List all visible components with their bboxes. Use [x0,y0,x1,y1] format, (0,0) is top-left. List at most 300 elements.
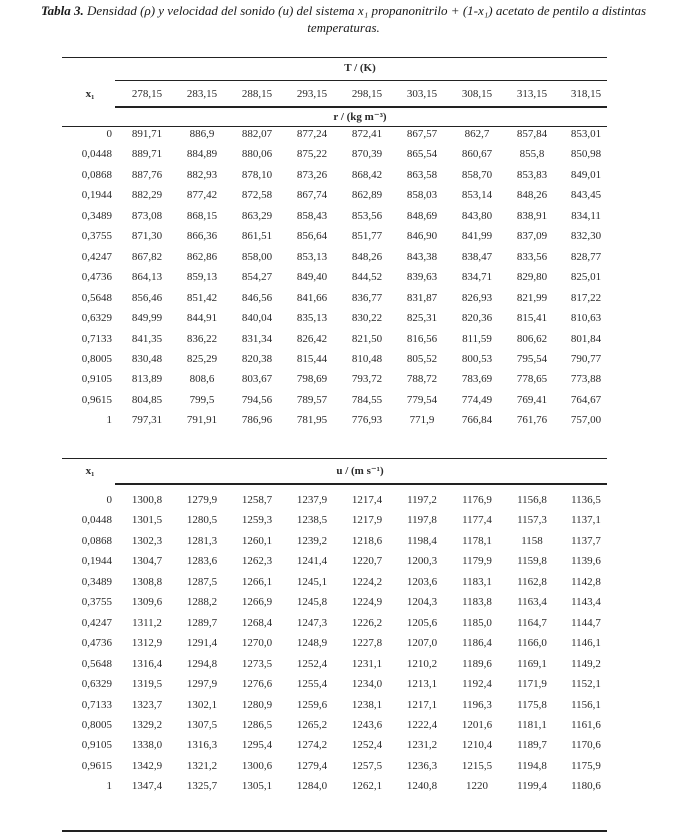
density-cell: 835,13 [296,312,328,324]
speed-cell: 1287,5 [186,576,218,588]
density-cell: 781,95 [296,414,328,426]
speed-cell: 1189,6 [462,658,492,670]
density-cell: 865,54 [406,148,438,160]
speed-section-header: u / (m s⁻¹) [336,465,384,477]
density-cell: 849,40 [296,271,328,283]
density-cell: 766,84 [461,414,493,426]
speed-cell: 1185,0 [462,617,492,629]
density-cell: 826,93 [461,292,493,304]
speed-cell: 1288,2 [186,596,218,608]
speed-cell: 1316,3 [186,739,218,751]
x1-value: 0,1944 [81,555,112,567]
density-cell: 790,77 [570,353,602,365]
speed-cell: 1146,1 [571,637,601,649]
speed-cell: 1302,1 [186,699,218,711]
speed-cell: 1192,4 [462,678,492,690]
speed-cell: 1197,8 [407,514,437,526]
speed-cell: 1257,5 [351,760,383,772]
speed-cell: 1274,2 [296,739,328,751]
speed-cell: 1137,7 [571,535,601,547]
speed-cell: 1189,7 [517,739,547,751]
density-cell: 855,8 [519,148,545,160]
table-top-rule [62,57,607,58]
speed-cell: 1280,5 [186,514,218,526]
density-cell: 838,91 [516,210,548,222]
density-cell: 853,01 [570,128,602,140]
density-cell: 871,30 [131,230,163,242]
speed-cell: 1252,4 [351,739,383,751]
x1-value: 0,0448 [81,148,112,160]
density-cell: 774,49 [461,394,493,406]
density-cell: 841,99 [461,230,493,242]
speed-cell: 1186,4 [462,637,492,649]
temperature-column-header: 278,15 [131,88,163,100]
density-cell: 800,53 [461,353,493,365]
speed-cell: 1300,6 [241,760,273,772]
speed-cell: 1220,7 [351,555,383,567]
density-cell: 843,45 [570,189,602,201]
speed-cell: 1176,9 [462,494,492,506]
density-cell: 853,13 [296,251,328,263]
x1-value: 0 [106,128,112,140]
density-cell: 821,99 [516,292,548,304]
speed-cell: 1183,1 [462,576,492,588]
density-cell: 841,35 [131,333,163,345]
x1-value: 0,1944 [81,189,112,201]
density-cell: 849,99 [131,312,163,324]
density-cell: 853,83 [516,169,548,181]
density-cell: 771,9 [409,414,435,426]
speed-cell: 1248,9 [296,637,328,649]
speed-cell: 1262,1 [351,780,383,792]
speed-header-rule [115,483,607,485]
speed-cell: 1207,0 [406,637,438,649]
density-cell: 848,69 [406,210,438,222]
speed-cell: 1316,4 [131,658,163,670]
speed-cell: 1163,4 [517,596,547,608]
density-cell: 797,31 [131,414,163,426]
x1-value: 0,3489 [81,576,112,588]
density-cell: 836,77 [351,292,383,304]
speed-cell: 1170,6 [571,739,601,751]
density-cell: 846,56 [241,292,273,304]
density-cell: 784,55 [351,394,383,406]
speed-cell: 1152,1 [571,678,601,690]
density-cell: 858,03 [406,189,438,201]
speed-cell: 1297,9 [186,678,218,690]
density-cell: 757,00 [570,414,602,426]
density-cell: 830,22 [351,312,383,324]
density-cell: 853,14 [461,189,493,201]
speed-cell: 1258,7 [241,494,273,506]
density-cell: 868,42 [351,169,383,181]
density-cell: 798,69 [296,373,328,385]
density-cell: 764,67 [570,394,602,406]
x1-value: 0,3755 [81,230,112,242]
speed-cell: 1279,4 [296,760,328,772]
speed-cell: 1178,1 [462,535,492,547]
density-cell: 862,89 [351,189,383,201]
temperature-column-header: 318,15 [570,88,602,100]
speed-cell: 1149,2 [571,658,601,670]
x1-value: 0,7133 [81,699,112,711]
density-cell: 841,66 [296,292,328,304]
table-bottom-rule [62,830,607,832]
speed-cell: 1319,5 [131,678,163,690]
speed-cell: 1217,9 [351,514,383,526]
density-cell: 862,86 [186,251,218,263]
x1-value: 0,3755 [81,596,112,608]
speed-cell: 1156,8 [517,494,547,506]
speed-cell: 1323,7 [131,699,163,711]
speed-cell: 1217,1 [406,699,438,711]
density-cell: 794,56 [241,394,273,406]
speed-cell: 1308,8 [131,576,163,588]
speed-cell: 1270,0 [241,637,273,649]
density-bottom-rule [62,458,607,459]
density-cell: 831,34 [241,333,273,345]
speed-cell: 1204,3 [406,596,438,608]
speed-cell: 1200,3 [406,555,438,567]
density-cell: 856,46 [131,292,163,304]
x1-column-header: x₁ [85,88,95,100]
density-cell: 839,63 [406,271,438,283]
x1-value: 0,4736 [81,271,112,283]
temperature-column-header: 298,15 [351,88,383,100]
speed-cell: 1171,9 [517,678,547,690]
x1-value: 0,4247 [81,617,112,629]
speed-cell: 1301,5 [131,514,163,526]
speed-cell: 1240,8 [406,780,438,792]
x1-value: 0 [106,494,112,506]
density-cell: 887,76 [131,169,163,181]
density-cell: 789,57 [296,394,328,406]
temperature-rule [115,80,607,81]
density-cell: 793,72 [351,373,383,385]
density-cell: 808,6 [189,373,215,385]
x1-value: 0,5648 [81,658,112,670]
density-cell: 858,70 [461,169,493,181]
density-cell: 817,22 [570,292,602,304]
speed-cell: 1241,4 [296,555,328,567]
speed-cell: 1136,5 [571,494,601,506]
density-cell: 761,76 [516,414,548,426]
speed-cell: 1236,3 [406,760,438,772]
speed-cell: 1305,1 [241,780,273,792]
density-cell: 773,88 [570,373,602,385]
density-cell: 870,39 [351,148,383,160]
speed-cell: 1238,5 [296,514,328,526]
speed-cell: 1220 [466,780,488,792]
density-header-rule [62,126,607,127]
density-cell: 825,29 [186,353,218,365]
speed-cell: 1342,9 [131,760,163,772]
speed-cell: 1205,6 [406,617,438,629]
speed-cell: 1218,6 [351,535,383,547]
density-cell: 862,7 [464,128,490,140]
speed-cell: 1245,1 [296,576,328,588]
speed-cell: 1281,3 [186,535,218,547]
density-cell: 854,27 [241,271,273,283]
density-cell: 860,67 [461,148,493,160]
density-cell: 873,08 [131,210,163,222]
speed-cell: 1179,9 [462,555,492,567]
x1-value: 0,4247 [81,251,112,263]
speed-cell: 1177,4 [462,514,492,526]
density-cell: 859,13 [186,271,218,283]
x1-value: 0,8005 [81,719,112,731]
speed-cell: 1325,7 [186,780,218,792]
speed-cell: 1262,3 [241,555,273,567]
density-cell: 866,36 [186,230,218,242]
speed-cell: 1268,4 [241,617,273,629]
speed-cell: 1157,3 [517,514,547,526]
density-cell: 795,54 [516,353,548,365]
density-cell: 868,15 [186,210,218,222]
density-cell: 867,57 [406,128,438,140]
density-cell: 856,64 [296,230,328,242]
speed-cell: 1142,8 [571,576,601,588]
density-cell: 791,91 [186,414,218,426]
speed-cell: 1291,4 [186,637,218,649]
density-cell: 873,26 [296,169,328,181]
density-cell: 831,87 [406,292,438,304]
speed-cell: 1321,2 [186,760,218,772]
density-cell: 844,91 [186,312,218,324]
density-cell: 882,93 [186,169,218,181]
temperature-column-header: 293,15 [296,88,328,100]
density-cell: 840,04 [241,312,273,324]
speed-cell: 1338,0 [131,739,163,751]
speed-cell: 1307,5 [186,719,218,731]
speed-cell: 1227,8 [351,637,383,649]
density-cell: 846,90 [406,230,438,242]
speed-cell: 1215,5 [461,760,493,772]
speed-cell: 1311,2 [132,617,162,629]
speed-cell: 1234,0 [351,678,383,690]
speed-cell: 1247,3 [296,617,328,629]
density-cell: 783,69 [461,373,493,385]
speed-cell: 1286,5 [241,719,273,731]
speed-cell: 1164,7 [517,617,547,629]
speed-cell: 1210,4 [461,739,493,751]
speed-cell: 1139,6 [571,555,601,567]
speed-cell: 1329,2 [131,719,163,731]
density-cell: 801,84 [570,333,602,345]
density-cell: 889,71 [131,148,163,160]
density-cell: 878,10 [241,169,273,181]
x1-value: 0,6329 [81,678,112,690]
density-cell: 877,42 [186,189,218,201]
density-cell: 833,56 [516,251,548,263]
speed-cell: 1300,8 [131,494,163,506]
speed-cell: 1266,9 [241,596,273,608]
density-cell: 844,52 [351,271,383,283]
caption-text: Densidad (ρ) y velocidad del sonido (u) del sistema x₁ propanonitrilo + (1-x₁) acetato de pentilo a distintas temperaturas. [83,3,647,35]
speed-cell: 1347,4 [131,780,163,792]
density-cell: 872,41 [351,128,383,140]
x1-value: 0,0448 [81,514,112,526]
table-caption [10,2,677,36]
density-cell: 858,00 [241,251,273,263]
density-cell: 830,48 [131,353,163,365]
density-cell: 848,26 [351,251,383,263]
density-cell: 891,71 [131,128,163,140]
speed-cell: 1283,6 [186,555,218,567]
density-cell: 867,82 [131,251,163,263]
density-cell: 886,9 [189,128,215,140]
speed-cell: 1295,4 [241,739,273,751]
speed-cell: 1255,4 [296,678,328,690]
density-cell: 834,71 [461,271,493,283]
density-cell: 825,31 [406,312,438,324]
x1-value: 0,9615 [81,760,112,772]
x1-value: 1 [106,780,112,792]
x1-value: 0,0868 [81,169,112,181]
x1-value: 0,9615 [81,394,112,406]
temperature-column-header: 303,15 [406,88,438,100]
speed-cell: 1217,4 [351,494,383,506]
speed-cell: 1309,6 [131,596,163,608]
density-cell: 853,56 [351,210,383,222]
density-cell: 779,54 [406,394,438,406]
speed-cell: 1312,9 [131,637,163,649]
density-cell: 843,80 [461,210,493,222]
density-cell: 813,89 [131,373,163,385]
density-cell: 778,65 [516,373,548,385]
speed-cell: 1276,6 [241,678,273,690]
density-cell: 837,09 [516,230,548,242]
density-cell: 826,42 [296,333,328,345]
density-cell: 851,77 [351,230,383,242]
density-cell: 806,62 [516,333,548,345]
speed-cell: 1137,1 [571,514,601,526]
x1-value: 0,3489 [81,210,112,222]
speed-cell: 1161,6 [571,719,601,731]
x1-value: 0,9105 [81,373,112,385]
density-cell: 803,67 [241,373,273,385]
temperature-column-header: 283,15 [186,88,218,100]
x1-column-header-speed: x₁ [85,465,95,477]
x1-value: 1 [106,414,112,426]
density-cell: 849,01 [570,169,602,181]
speed-cell: 1210,2 [406,658,438,670]
density-cell: 877,24 [296,128,328,140]
x1-value: 0,5648 [81,292,112,304]
x1-value: 0,7133 [81,333,112,345]
density-cell: 832,30 [570,230,602,242]
density-cell: 829,80 [516,271,548,283]
speed-cell: 1198,4 [407,535,437,547]
density-cell: 884,89 [186,148,218,160]
x1-value: 0,4736 [81,637,112,649]
density-cell: 820,36 [461,312,493,324]
speed-cell: 1144,7 [571,617,601,629]
speed-cell: 1194,8 [517,760,547,772]
speed-cell: 1162,8 [517,576,547,588]
density-cell: 834,11 [571,210,601,222]
speed-cell: 1237,9 [296,494,328,506]
speed-cell: 1266,1 [241,576,273,588]
speed-cell: 1158 [521,535,543,547]
density-cell: 882,29 [131,189,163,201]
speed-cell: 1143,4 [571,596,601,608]
speed-cell: 1224,2 [351,576,383,588]
density-cell: 850,98 [570,148,602,160]
speed-cell: 1196,3 [462,699,492,711]
density-cell: 825,01 [570,271,602,283]
speed-cell: 1294,8 [186,658,218,670]
speed-cell: 1304,7 [131,555,163,567]
speed-cell: 1245,8 [296,596,328,608]
density-cell: 810,63 [570,312,602,324]
density-cell: 838,47 [461,251,493,263]
density-cell: 861,51 [241,230,273,242]
speed-cell: 1169,1 [517,658,547,670]
speed-cell: 1231,2 [406,739,438,751]
speed-cell: 1265,2 [296,719,328,731]
speed-cell: 1199,4 [517,780,547,792]
speed-cell: 1302,3 [131,535,163,547]
density-cell: 820,38 [241,353,273,365]
speed-cell: 1260,1 [241,535,273,547]
speed-cell: 1280,9 [241,699,273,711]
density-cell: 799,5 [189,394,215,406]
density-cell: 858,43 [296,210,328,222]
speed-cell: 1273,5 [241,658,273,670]
speed-cell: 1213,1 [406,678,438,690]
speed-cell: 1166,0 [517,637,547,649]
speed-cell: 1156,1 [571,699,601,711]
speed-cell: 1284,0 [296,780,328,792]
density-cell: 867,74 [296,189,328,201]
density-cell: 821,50 [351,333,383,345]
speed-cell: 1231,1 [351,658,383,670]
temperature-header: T / (K) [344,62,376,74]
header-bottom-rule [115,106,607,108]
speed-cell: 1183,8 [462,596,492,608]
density-cell: 851,42 [186,292,218,304]
speed-cell: 1279,9 [186,494,218,506]
speed-cell: 1259,3 [241,514,273,526]
speed-cell: 1181,1 [517,719,547,731]
density-cell: 863,58 [406,169,438,181]
density-cell: 816,56 [406,333,438,345]
speed-cell: 1259,6 [296,699,328,711]
caption-label: Tabla 3. [40,3,84,18]
density-cell: 788,72 [406,373,438,385]
density-cell: 805,52 [406,353,438,365]
speed-cell: 1239,2 [296,535,328,547]
speed-cell: 1243,6 [351,719,383,731]
density-cell: 786,96 [241,414,273,426]
x1-value: 0,6329 [81,312,112,324]
density-cell: 836,22 [186,333,218,345]
density-cell: 811,59 [462,333,492,345]
density-cell: 880,06 [241,148,273,160]
speed-cell: 1226,2 [351,617,383,629]
temperature-column-header: 308,15 [461,88,493,100]
density-cell: 857,84 [516,128,548,140]
density-cell: 864,13 [131,271,163,283]
speed-cell: 1252,4 [296,658,328,670]
x1-value: 0,8005 [81,353,112,365]
speed-cell: 1224,9 [351,596,383,608]
temperature-column-header: 288,15 [241,88,273,100]
density-cell: 828,77 [570,251,602,263]
density-cell: 872,58 [241,189,273,201]
density-section-header: r / (kg m⁻³) [333,111,387,123]
